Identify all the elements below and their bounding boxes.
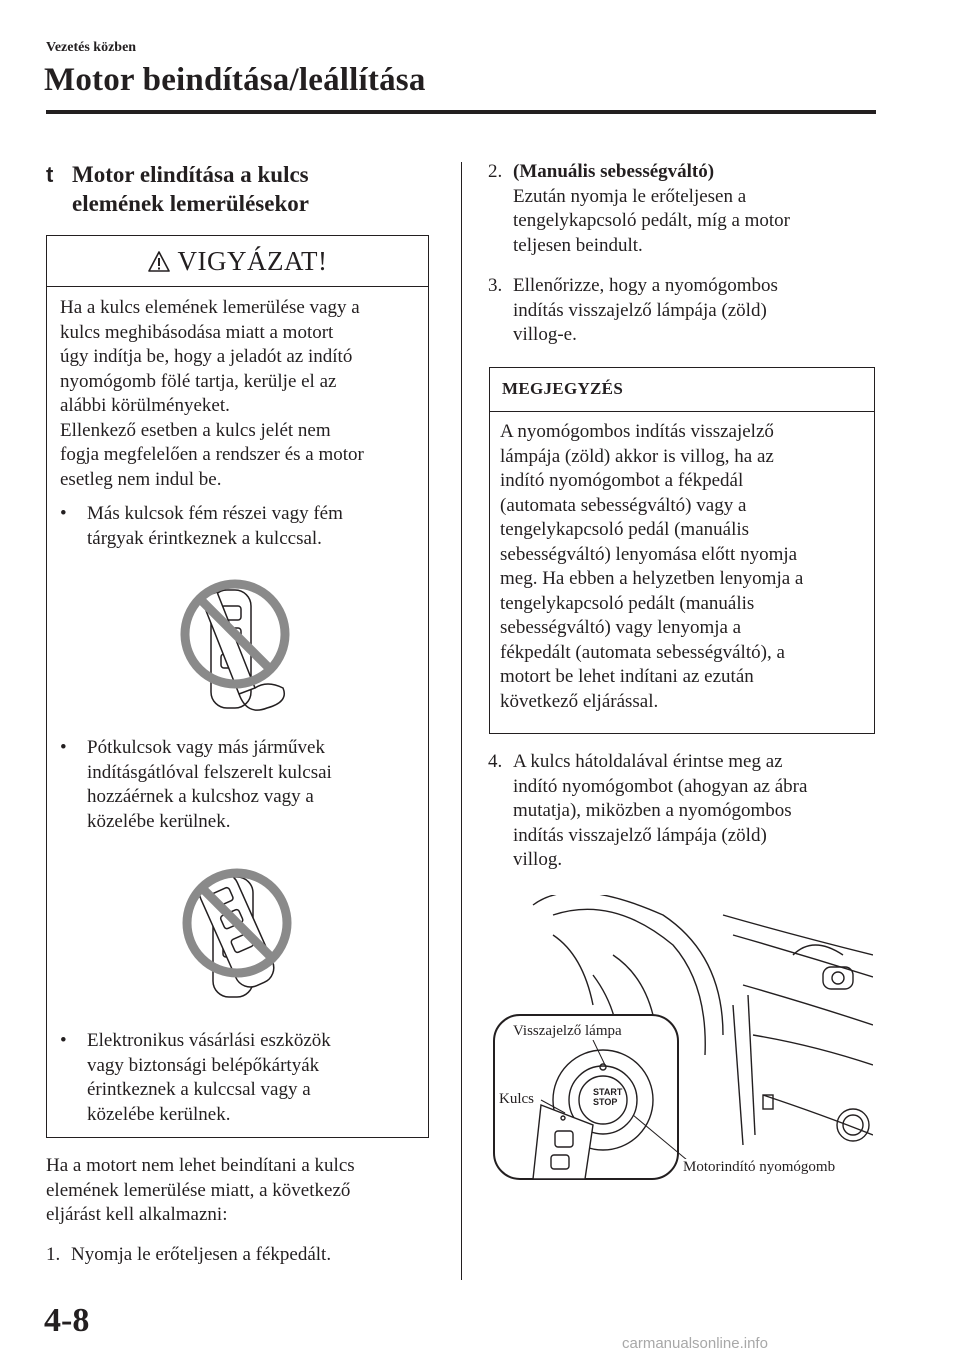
bullet-line: vagy biztonsági belépőkártyák (87, 1054, 320, 1076)
caution-line: esetleg nem indul be. (60, 468, 222, 490)
note-text (500, 420, 866, 714)
label-indicator-lamp: Visszajelző lámpa (513, 1023, 622, 1039)
bullet-line: közelébe kerülnek. (87, 810, 231, 832)
section-heading-line2: elemének lemerülésekor (72, 191, 309, 216)
bullet-line: tárgyak érintkeznek a kulccsal. (87, 527, 322, 549)
procedure-intro-line: eljárást kell alkalmazni: (46, 1204, 228, 1225)
page-number: 4-8 (44, 1302, 90, 1339)
caution-bullet-spare-keys (60, 736, 420, 834)
bullet-dot: • (60, 737, 67, 758)
note-line: sebességváltó) vagy lenyomja a (500, 617, 742, 638)
dashboard-illustration (493, 895, 873, 1185)
bullet-line: indításgátlóval felszerelt kulcsai (87, 761, 332, 783)
note-header (490, 368, 874, 412)
note-line: motort be lehet indítani az ezután (500, 666, 754, 687)
two-keys-prohibited-illustration (177, 861, 307, 1006)
step-number: 1. (46, 1244, 61, 1265)
step-number: 4. (488, 751, 503, 772)
note-line: fékpedált (automata sebességváltó), a (500, 641, 785, 663)
note-line: A nyomógombos indítás visszajelző (500, 421, 774, 442)
step-number: 2. (488, 161, 503, 182)
note-line: meg. Ha ebben a helyzetben lenyomja a (500, 568, 804, 589)
bullet-line: érintkeznek a kulccsal vagy a (87, 1079, 311, 1100)
page-title: Motor beindítása/leállítása (44, 62, 426, 98)
button-text-stop: STOP (593, 1097, 618, 1107)
bullet-line: Pótkulcsok vagy más járművek (87, 737, 325, 758)
step-text: (Manuális sebességváltó) (513, 161, 715, 182)
title-rule (46, 110, 876, 114)
caution-header (47, 236, 428, 287)
bullet-line: Más kulcsok fém részei vagy fém (87, 503, 343, 524)
caution-line: Ellenkező esetben a kulcs jelét nem (60, 419, 331, 441)
column-divider (461, 162, 462, 1280)
step-text: Nyomja le erőteljesen a fékpedált. (71, 1244, 332, 1265)
step-text: Ellenőrizze, hogy a nyomógombos (513, 275, 778, 296)
procedure-intro (46, 1154, 426, 1228)
bullet-line: Elektronikus vásárlási eszközök (87, 1030, 331, 1051)
note-line: tengelykapcsoló pedál (manuális (500, 519, 750, 540)
note-line: (automata sebességváltó) vagy a (500, 494, 747, 516)
step-text: indító nyomógombot (ahogyan az ábra (513, 775, 808, 797)
step-text: A kulcs hátoldalával érintse meg az (513, 751, 783, 772)
section-heading (46, 160, 416, 218)
procedure-intro-line: elemének lemerülése miatt, a következő (46, 1179, 351, 1201)
bullet-dot: • (60, 1030, 67, 1051)
section-heading-line1: Motor elindítása a kulcs (72, 162, 309, 187)
bullet-line: hozzáérnek a kulcshoz vagy a (87, 786, 314, 807)
step-text: teljesen beindult. (513, 234, 643, 256)
caution-bullet-metal (60, 502, 420, 551)
bullet-dot: • (60, 503, 67, 524)
step-text: mutatja), miközben a nyomógombos (513, 800, 792, 821)
step-text: indítás visszajelző lámpája (zöld) (513, 824, 767, 846)
note-line: indító nyomógombot a fékpedál (500, 470, 744, 491)
warning-triangle-icon (148, 251, 170, 272)
step-text: villog-e. (513, 324, 577, 345)
caution-line: úgy indítja be, hogy a jeladót az indító (60, 346, 353, 367)
caution-line: kulcs meghibásodása miatt a motort (60, 321, 334, 343)
step-text: villog. (513, 849, 563, 870)
key-metal-prohibited-illustration (177, 576, 307, 718)
step-text: tengelykapcsoló pedált, míg a motor (513, 210, 791, 231)
caution-line: nyomógomb fölé tartja, kerülje el az (60, 370, 337, 392)
step-1 (46, 1243, 426, 1268)
breadcrumb: Vezetés közben (46, 40, 137, 55)
start-button-figure (493, 895, 873, 1185)
step-3 (488, 274, 878, 348)
label-start-button: Motorindító nyomógomb (683, 1159, 836, 1175)
note-line: sebességváltó) lenyomása előtt nyomja (500, 543, 798, 565)
note-label: MEGJEGYZÉS (502, 379, 624, 398)
watermark: carmanualsonline.info (622, 1335, 768, 1352)
step-2 (488, 160, 878, 258)
step-4 (488, 750, 878, 873)
label-key: Kulcs (499, 1091, 534, 1107)
procedure-intro-line: Ha a motort nem lehet beindítani a kulcs (46, 1155, 355, 1176)
note-line: tengelykapcsoló pedált (manuális (500, 592, 755, 614)
note-line: lámpája (zöld) akkor is villog, ha az (500, 445, 774, 467)
bullet-line: közelébe kerülnek. (87, 1103, 231, 1125)
section-marker: t (46, 162, 54, 187)
caution-line: alábbi körülményeket. (60, 395, 230, 416)
note-box (489, 367, 875, 734)
note-line: következő eljárással. (500, 690, 659, 712)
caution-line: Ha a kulcs elemének lemerülése vagy a (60, 297, 360, 318)
step-text: indítás visszajelző lámpája (zöld) (513, 299, 767, 321)
caution-label: VIGYÁZAT! (177, 245, 328, 276)
step-number: 3. (488, 275, 503, 296)
caution-intro (60, 296, 420, 492)
step-text: Ezután nyomja le erőteljesen a (513, 185, 747, 207)
button-text-start: START (593, 1087, 623, 1097)
caution-bullet-electronic (60, 1029, 420, 1127)
caution-box (46, 235, 429, 1138)
caution-line: fogja megfelelően a rendszer és a motor (60, 444, 364, 465)
